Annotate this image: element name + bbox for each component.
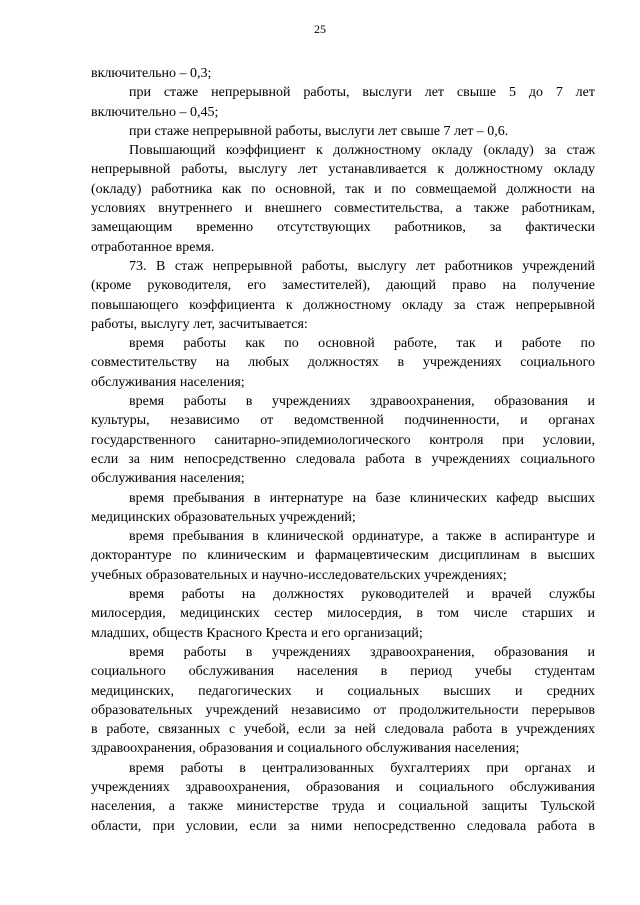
text-line: культуры, независимо от ведомственной подчиненности, и органах [91,413,595,429]
text-line: государственного санитарно-эпидемиологического контроля при условии, [91,432,595,448]
text-line: Повышающий коэффициент к должностному окладу (окладу) за стаж [129,143,595,159]
text-line: населения, а также министерстве труда и социальной защиты Тульской [91,799,595,815]
text-line: включительно – 0,45; [91,104,219,120]
text-line: социального обслуживания населения в период учебы студентам [91,664,595,680]
text-line: учебных образовательных и научно-исследовательских учреждениях; [91,567,507,583]
text-line: отработанное время. [91,239,215,255]
text-line: милосердия, медицинских сестер милосердия, в том числе старших и [91,606,595,622]
text-line: условиях внутреннего и внешнего совместительства, а также работникам, [91,201,595,217]
document-body [91,64,595,836]
text-line: повышающего коэффициента к должностному окладу за стаж непрерывной [91,297,595,313]
text-line: образовательных учреждений независимо от продолжительности перерывов [91,702,595,718]
text-line: при стаже непрерывной работы, выслуги лет свыше 7 лет – 0,6. [129,123,509,139]
text-line: замещающим временно отсутствующих работников, за фактически [91,220,595,236]
text-line: (кроме руководителя, его заместителей), дающий право на получение [91,278,595,294]
text-line: работы, выслугу лет, засчитывается: [91,316,308,332]
text-line: при стаже непрерывной работы, выслуги лет свыше 5 до 7 лет [129,85,595,101]
text-line: обслуживания населения; [91,471,245,487]
text-line: совместительству на любых должностях в учреждениях социального [91,355,595,371]
text-line: 73. В стаж непрерывной работы, выслугу лет работников учреждений [129,258,595,274]
text-line: медицинских, педагогических и социальных высших и средних [91,683,595,699]
text-line: в работе, связанных с учебой, если за ней следовала работа в учреждениях [91,722,595,738]
text-line: включительно – 0,3; [91,66,212,81]
text-line: время работы на должностях руководителей и врачей службы [129,587,595,603]
text-line: области, при условии, если за ними непосредственно следовала работа в [91,818,595,834]
text-line: если за ним непосредственно следовала работа в учреждениях социального [91,451,595,467]
text-line: докторантуре по клиническим и фармацевтическим дисциплинам в высших [91,548,595,564]
text-line: время пребывания в интернатуре на базе клинических кафедр высших [129,490,595,506]
text-line: медицинских образовательных учреждений; [91,509,356,525]
text-line: время работы в учреждениях здравоохранения, образования и [129,394,595,410]
text-line: время работы в централизованных бухгалтериях при органах и [129,760,595,776]
text-line: здравоохранения, образования и социального обслуживания населения; [91,741,520,757]
text-line: время работы в учреждениях здравоохранения, образования и [129,644,595,660]
text-line: время пребывания в клинической ординатуре, а также в аспирантуре и [129,529,595,545]
text-line: время работы как по основной работе, так и работе по [129,336,595,352]
text-line: учреждениях здравоохранения, образования и социального обслуживания [91,779,595,795]
page-number: 25 [314,22,326,36]
text-line: обслуживания населения; [91,374,245,390]
text-line: непрерывной работы, выслугу лет устанавливается к должностному окладу [91,162,595,178]
text-line: младших, обществ Красного Креста и его организаций; [91,625,423,641]
text-line: (окладу) работника как по основной, так и по совмещаемой должности на [91,181,595,197]
